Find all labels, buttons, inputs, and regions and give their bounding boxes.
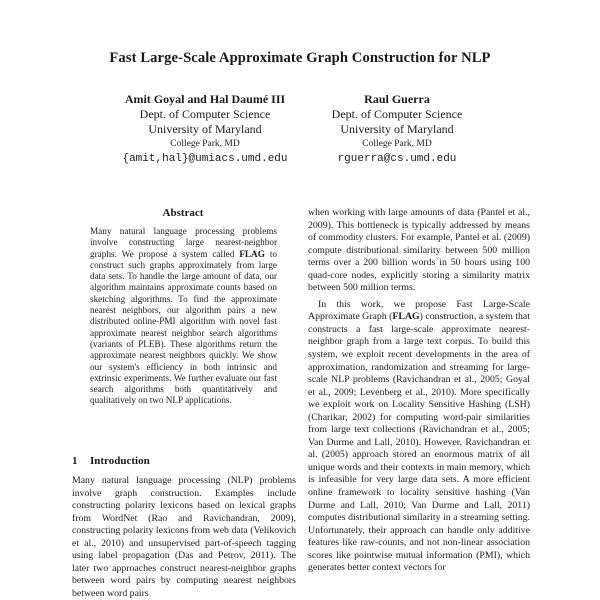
paragraph-text: ) construction, a system that constructs a fast large-scale approximate nearest-neighbor graph from a large text corpus. To build this system, we exploit recent developments in the area of approximation, randomization and streaming for large-scale NLP problems (Ravichandran et al., 2005; Goyal et al., 2009; Levenberg et al., 2010). More specifically we exploit work on Locality Sensitive Hashing (LSH) (Charikar, 2002) for computing word-pair similarities from large text collections (Ravichandran et al., 2005; Van Durme and Lall, 2010). However, Ravichandran et al. (2005) approach stored an enormous matrix of all unique words and their contexts in main memory, which is infeasible for very large data sets. A more efficient online framework to locality sensitive hashing (Van Durme and Lall, 2010; Van Durme and Lall, 2011) computes distributional similarity in a streaming setting. Unfortunately, their approach can handle only additive features like raw-counts, and not non-linear association scores like pointwise mutual information (PMI), which generates better context vectors for [308,311,530,574]
abstract-heading: Abstract [162,207,204,219]
author-block-2 [277,92,517,167]
paper-title: Fast Large-Scale Approximate Graph Construction for NLP [109,50,491,66]
paragraph-text: In this work, we propose Fast Large-Scale Approximate Graph ( [308,298,530,323]
right-column [308,207,530,575]
author-name: Amit Goyal and Hal Daumé III [124,92,286,106]
abstract-text: to construct such graphs approximately from large data sets. To handle the large amount of data, our algorithm maintains approximate counts based on sketching algorithms. To find the approximate nearest neighbors, our algorithm pairs a new distributed online-PMI algorithm with novel fast approximate nearest neighbor search algorithms (variants of PLEB). These algorithms return the approximate nearest neighbors quickly. We show our system's efficiency in both intrinsic and extrinsic experiments. We further evaluate our fast search algorithms both quantitatively and qualitatively on two NLP applications. [90,248,277,406]
author-email: {amit,hal}@umiacs.umd.edu [122,153,288,165]
author-university: University of Maryland [148,122,262,136]
author-email: rguerra@cs.umd.edu [337,153,457,165]
author-department: Dept. of Computer Science [331,107,463,121]
section-title: Introduction [90,455,150,467]
author-city: College Park, MD [362,139,432,149]
introduction-body: Many natural language processing (NLP) problems involve graph construction. Examples include constructing polarity lexicons based on lexical graphs from WordNet (Rao and Ravichandran, 2009), constructing polarity lexicons from web data (Velikovich et al., 2010) and unsupervised part-of-speech tagging using label propagation (Das and Petrov, 2011). The later two approaches construct nearest-neighbor graphs between word pairs by computing nearest neighbors between word pairs [72,475,296,599]
paragraph: when working with large amounts of data (Pantel et al., 2009). This bottleneck is typically addressed by means of commodity clusters. For example, Pantel et al. (2009) compute distributional similarity between 500 million terms over a 200 billion words in 50 hours using 100 quad-core nodes, explicitly storing a similarity matrix between 500 million terms. [308,207,530,294]
section-number: 1 [72,455,78,467]
system-name: FLAG [239,248,265,259]
author-city: College Park, MD [170,139,240,149]
author-university: University of Maryland [340,122,454,136]
section-heading [72,455,150,467]
author-name: Raul Guerra [364,92,430,106]
abstract-text: Many natural language processing problems involve constructing large nearest-neighbor graphs. We propose a system called [90,226,277,259]
system-name: FLAG [392,311,420,323]
abstract-body [90,226,277,407]
author-department: Dept. of Computer Science [139,107,271,121]
paragraph [308,299,530,575]
